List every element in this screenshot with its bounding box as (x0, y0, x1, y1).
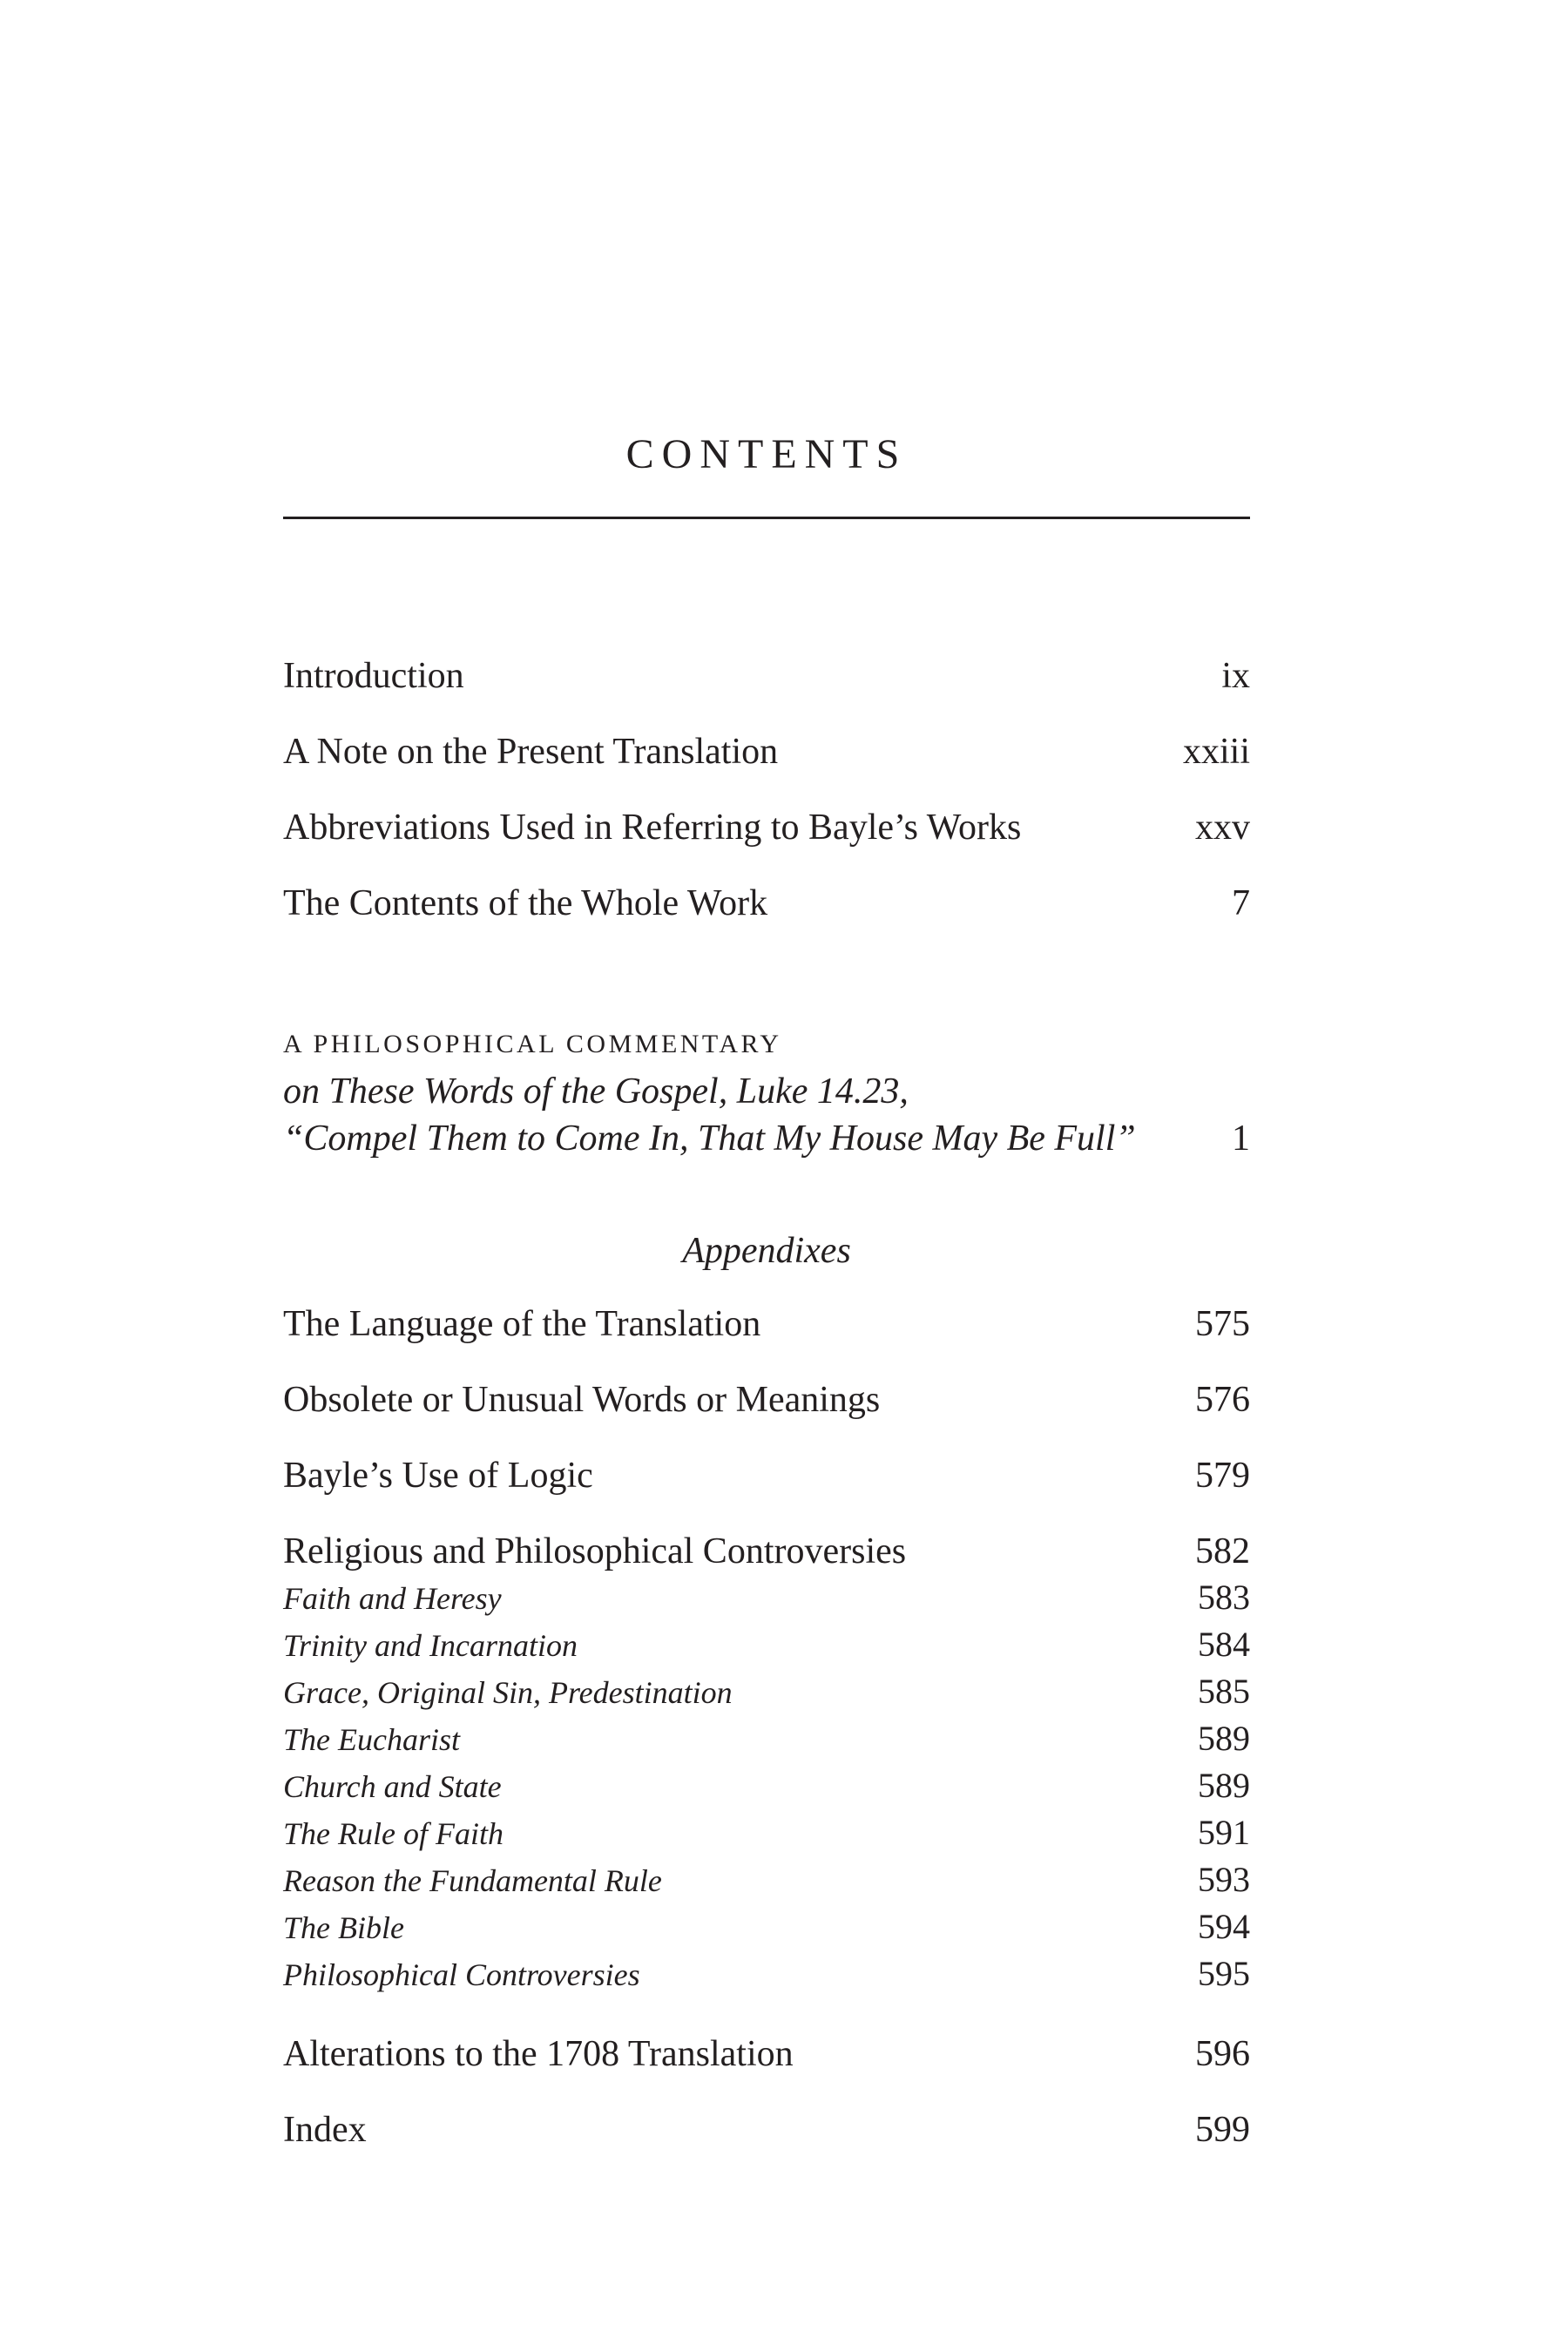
toc-subentry-philosophical (283, 1953, 1250, 1996)
toc-subentry-title: The Eucharist (283, 1722, 460, 1757)
toc-entry-title: Obsolete or Unusual Words or Meanings (283, 1380, 881, 1420)
toc-subentry-faith-heresy (283, 1577, 1250, 1619)
toc-subentry-grace (283, 1671, 1250, 1713)
toc-subentry-page: 593 (1198, 1860, 1250, 1899)
toc-subentry-church-state (283, 1765, 1250, 1808)
toc-entry-page: 7 (1232, 883, 1250, 923)
toc-subentry-title: The Bible (283, 1910, 404, 1945)
toc-entry-title: The Contents of the Whole Work (283, 883, 768, 923)
toc-entry-title: Alterations to the 1708 Translation (283, 2034, 794, 2074)
toc-subentry-page: 591 (1198, 1813, 1250, 1852)
toc-entry-title: Abbreviations Used in Referring to Bayle’s Works (283, 808, 1022, 848)
toc-entry-title: A Note on the Present Translation (283, 732, 779, 772)
toc-subentry-title: Church and State (283, 1769, 502, 1804)
toc-entry-language (283, 1300, 1250, 1348)
toc-subentry-eucharist (283, 1718, 1250, 1761)
toc-subentry-title: Philosophical Controversies (283, 1957, 640, 1992)
main-work-subtitle-line-2 (283, 1115, 1250, 1162)
main-work-subtitle-text: “Compel Them to Come In, That My House May Be Full” (283, 1119, 1136, 1159)
toc-entry-title: Introduction (283, 656, 464, 696)
toc-subentry-title: Grace, Original Sin, Predestination (283, 1675, 733, 1710)
toc-subentry-reason (283, 1859, 1250, 1902)
toc-entry-alterations (283, 2030, 1250, 2078)
toc-subentry-page: 583 (1198, 1578, 1250, 1617)
toc-entry-page: ix (1221, 656, 1250, 696)
toc-subentry-page: 595 (1198, 1954, 1250, 1993)
toc-entry-page: 596 (1195, 2034, 1250, 2074)
toc-entry-obsolete-words (283, 1375, 1250, 1424)
main-work-label: A PHILOSOPHICAL COMMENTARY (283, 1030, 782, 1058)
toc-subentry-bible (283, 1906, 1250, 1949)
toc-entry-logic (283, 1451, 1250, 1500)
toc-subentry-rule-of-faith (283, 1812, 1250, 1855)
toc-entry-title: The Language of the Translation (283, 1304, 761, 1344)
toc-subentry-page: 589 (1198, 1766, 1250, 1805)
toc-entry-controversies (283, 1527, 1250, 1576)
toc-subentry-page: 594 (1198, 1907, 1250, 1946)
toc-entry-title: Religious and Philosophical Controversies (283, 1531, 907, 1571)
toc-subentry-title: Faith and Heresy (283, 1581, 502, 1616)
main-work-subtitle-text: on These Words of the Gospel, Luke 14.23, (283, 1071, 909, 1112)
toc-subentry-title: Trinity and Incarnation (283, 1628, 578, 1663)
heading-rule (283, 517, 1250, 519)
toc-entry-page: 579 (1195, 1456, 1250, 1496)
toc-entry-introduction (283, 652, 1250, 700)
toc-entry-page: 599 (1195, 2110, 1250, 2150)
toc-entry-page: 575 (1195, 1304, 1250, 1344)
appendixes-heading: Appendixes (682, 1231, 851, 1271)
toc-entry-page: xxv (1195, 808, 1250, 848)
toc-entry-contents-whole-work (283, 879, 1250, 928)
toc-subentry-page: 589 (1198, 1719, 1250, 1758)
toc-entry-index (283, 2105, 1250, 2154)
contents-heading: CONTENTS (625, 431, 908, 477)
toc-subentry-page: 585 (1198, 1672, 1250, 1711)
toc-subentry-trinity (283, 1624, 1250, 1666)
toc-subentry-title: The Rule of Faith (283, 1816, 504, 1851)
toc-subentry-page: 584 (1198, 1625, 1250, 1664)
toc-entry-page: 576 (1195, 1380, 1250, 1420)
toc-subentry-title: Reason the Fundamental Rule (283, 1863, 662, 1898)
main-work-subtitle-line-1 (283, 1068, 1250, 1115)
toc-entry-abbreviations (283, 803, 1250, 852)
main-work-page: 1 (1232, 1119, 1250, 1159)
toc-entry-page: 582 (1195, 1531, 1250, 1571)
toc-entry-page: xxiii (1182, 732, 1250, 772)
toc-entry-note-on-translation (283, 727, 1250, 776)
toc-entry-title: Bayle’s Use of Logic (283, 1456, 593, 1496)
toc-entry-title: Index (283, 2110, 367, 2150)
